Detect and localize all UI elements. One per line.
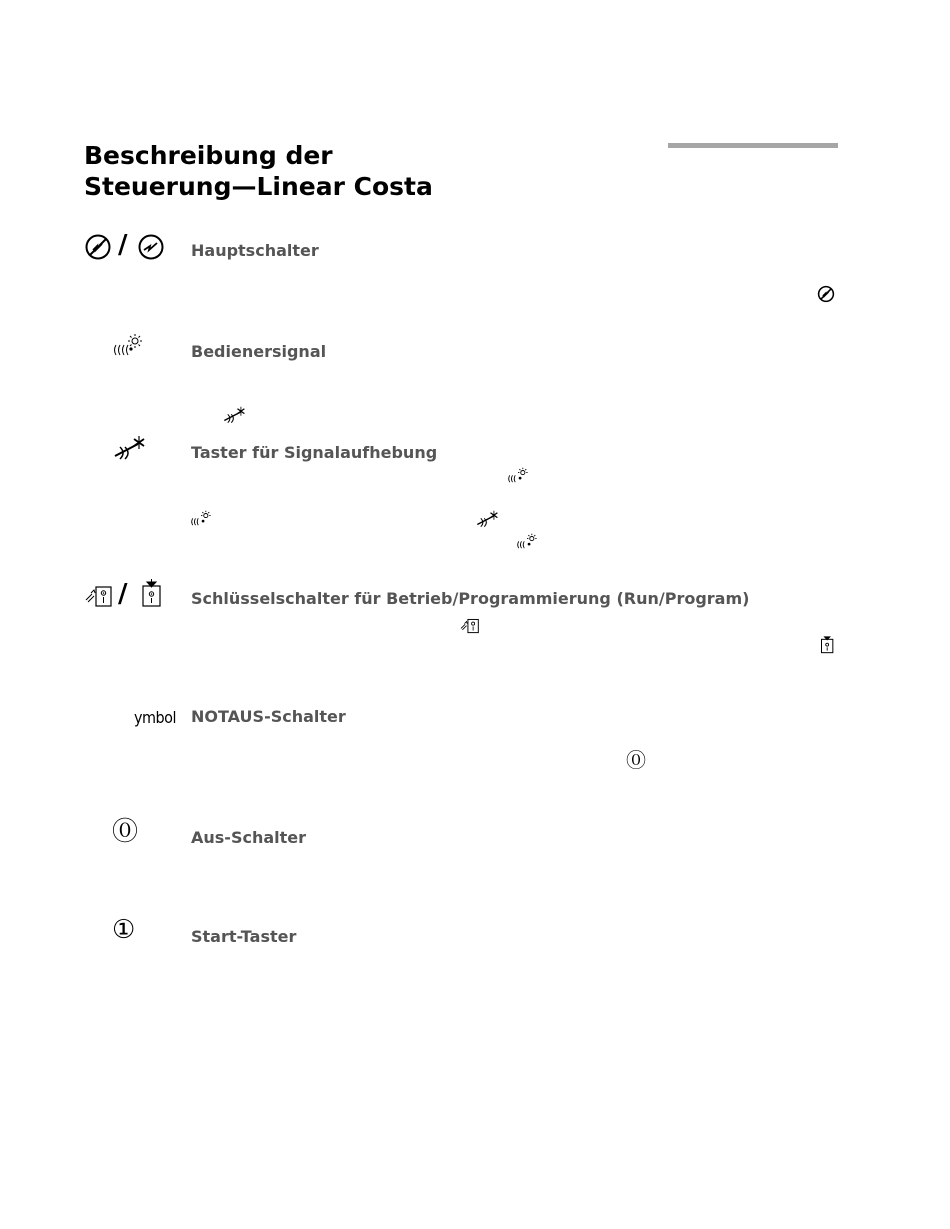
section-heading-taster: Taster für Signalaufhebung: [191, 443, 438, 462]
page-title: [84, 140, 433, 202]
power-off-icon: [84, 233, 112, 261]
header-rule: [668, 143, 838, 148]
operator-signal-icon: [507, 467, 529, 485]
section-heading-hauptschalter: Hauptschalter: [191, 241, 319, 260]
page-title-line-2: Steuerung—Linear Costa: [84, 172, 433, 201]
key-program-icon: [140, 578, 164, 608]
section-heading-bedienersignal: Bedienersignal: [191, 342, 327, 361]
page-title-line-1: Beschreibung der: [84, 141, 333, 170]
operator-signal-icon: [112, 333, 144, 359]
start-button-symbol: ①: [112, 915, 136, 945]
off-symbol-inline: ⓪: [626, 748, 646, 772]
off-switch-symbol: ⓪: [112, 817, 139, 847]
icon-separator: /: [118, 230, 128, 260]
signal-cancel-icon: [475, 510, 499, 528]
key-run-icon: [459, 616, 481, 634]
key-program-icon: [819, 634, 836, 654]
operator-signal-icon: [190, 510, 212, 528]
section-heading-aus: Aus-Schalter: [191, 828, 307, 847]
section-heading-schluessel: Schlüsselschalter für Betrieb/Programmierung (Run/Program): [191, 589, 750, 608]
signal-cancel-icon: [222, 406, 246, 424]
key-run-icon: [84, 582, 114, 608]
power-on-icon: [137, 233, 165, 261]
operator-signal-icon: [516, 533, 538, 551]
section-heading-notaus: NOTAUS-Schalter: [191, 707, 346, 726]
section-heading-start: Start-Taster: [191, 927, 297, 946]
signal-cancel-icon: [112, 435, 146, 461]
emergency-stop-symbol-placeholder: ymbol: [134, 708, 176, 727]
icon-separator: /: [118, 579, 128, 609]
power-off-icon: [817, 285, 835, 303]
